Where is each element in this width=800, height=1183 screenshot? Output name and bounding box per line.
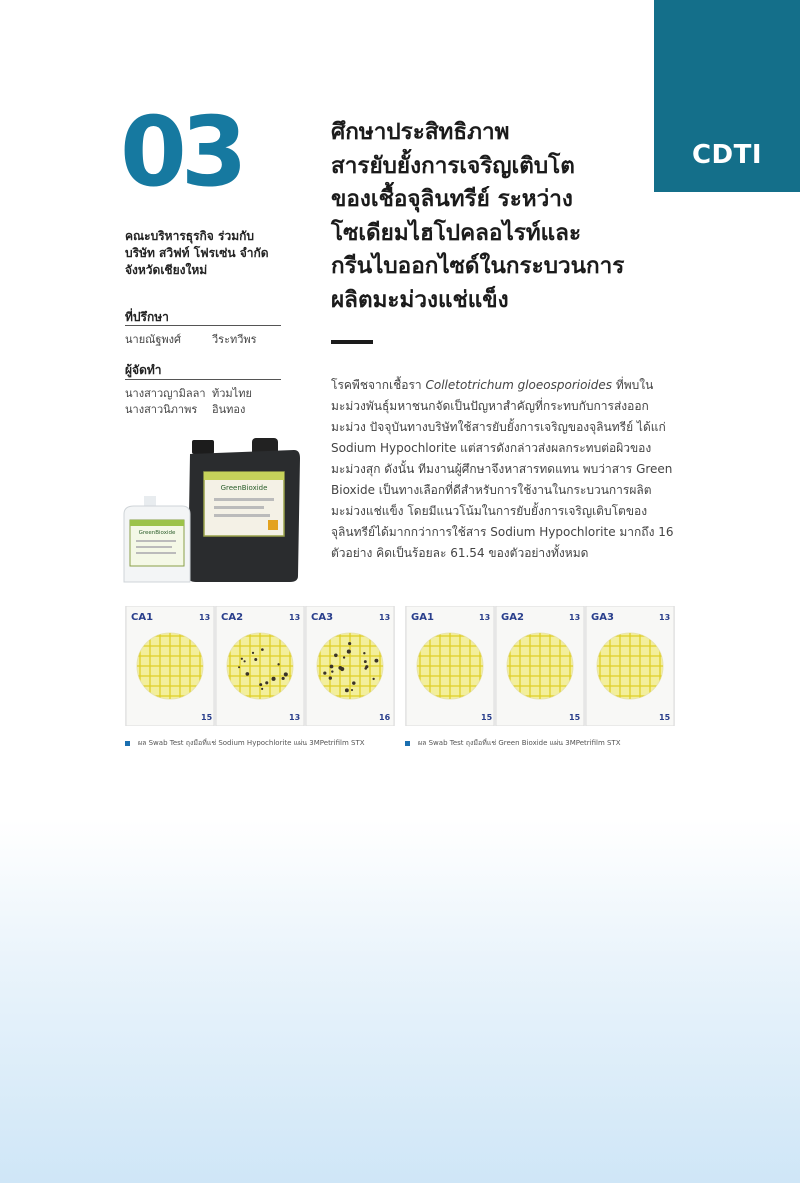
headline-underline bbox=[331, 340, 373, 344]
advisor-title: ที่ปรึกษา bbox=[125, 310, 169, 324]
plate-label: GA3 bbox=[591, 612, 614, 623]
colony-spot bbox=[238, 666, 240, 668]
colony-spot bbox=[330, 665, 334, 669]
body-intro: โรคพืชจากเชื้อรา bbox=[331, 378, 422, 392]
headline-line: ของเชื้อจุลินทรีย์ ระหว่าง bbox=[331, 186, 573, 213]
colony-spot bbox=[374, 659, 378, 663]
big-jerrycan bbox=[188, 438, 300, 582]
body-text: ที่พบในมะม่วงพันธุ์มหาชนกจัดเป็นปัญหาสำคัญที่กระทบกับการส่งออกมะม่วง ปัจจุบันทางบริษัทใช้สารยับยั้งการเจริญของจุลินทรีย์ ได้แก่ Sodium Hypochlorite แต่สารดังกล่าวส่งผลกระทบต่อผิวของมะม่วงสุก ดังนั้น ทีมงานผู้ศึกษาจึงหาสารทดแทน พบว่าสาร Green Bioxide เป็นทางเลือกที่ดีสำหรับการใช้งานในกระบวนการผลิตมะม่วงแช่แข็ง โดยมีแนวโน้มในการยับยั้งการเจริญเติบโตของจุลินทรีย์ได้มากกว่าการใช้สาร Sodium Hypochlorite มากถึง 16 ตัวอย่าง คิดเป็นร้อยละ 61.54 ของตัวอย่างทั้งหมด bbox=[331, 378, 674, 560]
colony-spot bbox=[265, 681, 268, 684]
colony-spot bbox=[345, 688, 349, 692]
colony-spot bbox=[352, 681, 355, 684]
colony-spot bbox=[261, 648, 264, 651]
plate-bottom-number: 15 bbox=[481, 713, 493, 722]
colony-spot bbox=[254, 658, 257, 661]
colony-spot bbox=[331, 670, 333, 672]
article-number: 03 bbox=[120, 96, 242, 208]
product-image bbox=[118, 436, 308, 586]
colony-spot bbox=[261, 688, 263, 690]
caption-text: ผล Swab Test ถุงมือที่แช่ Green Bioxide แผ่น 3MPetrifilm STX bbox=[418, 739, 621, 747]
tab-label: CDTI bbox=[691, 140, 763, 170]
author-last-name: ท้วมไทย bbox=[212, 387, 252, 400]
colony-spot bbox=[348, 642, 351, 645]
big-label-text: GreenBioxide bbox=[220, 484, 268, 492]
headline-line: สารยับยั้งการเจริญเติบโต bbox=[331, 152, 575, 179]
colony-spot bbox=[241, 658, 243, 660]
colony-spot bbox=[334, 653, 338, 657]
plate-bottom-number: 15 bbox=[659, 713, 671, 722]
cdti-tab bbox=[654, 0, 800, 192]
petri-strip-sodium bbox=[125, 606, 395, 726]
author-first-name: นางสาวนิภาพร bbox=[125, 403, 198, 416]
advisor-rule bbox=[125, 325, 281, 326]
organization-line: คณะบริหารธุรกิจ ร่วมกับ bbox=[125, 229, 254, 243]
colony-spot bbox=[271, 677, 275, 681]
colony-spot bbox=[365, 665, 368, 668]
plate-label: GA2 bbox=[501, 612, 524, 623]
petri-plate bbox=[406, 606, 494, 726]
body-species: Colletotrichum gloeosporioides bbox=[425, 378, 613, 392]
petri-plate bbox=[496, 606, 584, 726]
caption-bullet-icon bbox=[405, 741, 410, 746]
colony-spot bbox=[329, 676, 332, 679]
plate-bottom-number: 16 bbox=[379, 713, 391, 722]
petri-plate bbox=[306, 606, 394, 726]
headline-line: กรีนไบออกไซด์ในกระบวนการ bbox=[331, 253, 625, 280]
colony-spot bbox=[363, 652, 365, 654]
colony-spot bbox=[246, 672, 250, 676]
article-headline bbox=[331, 116, 661, 318]
plate-top-number: 13 bbox=[289, 613, 301, 622]
organization-line: จังหวัดเชียงใหม่ bbox=[125, 263, 208, 277]
plate-top-number: 13 bbox=[569, 613, 581, 622]
caption-bullet-icon bbox=[125, 741, 130, 746]
plate-top-number: 13 bbox=[479, 613, 491, 622]
plate-label: CA3 bbox=[311, 612, 334, 623]
colony-spot bbox=[364, 660, 367, 663]
author-first-name: นางสาวญามิลลา bbox=[125, 387, 206, 400]
caption-text: ผล Swab Test ถุงมือที่แช่ Sodium Hypochlorite แผ่น 3MPetrifilm STX bbox=[138, 739, 365, 747]
plate-bottom-number: 15 bbox=[569, 713, 581, 722]
plate-top-number: 13 bbox=[379, 613, 391, 622]
colony-spot bbox=[259, 683, 262, 686]
small-label-text: GreenBioxide bbox=[138, 530, 176, 536]
colony-spot bbox=[338, 666, 342, 670]
colony-spot bbox=[244, 660, 246, 662]
authors-rule bbox=[125, 379, 281, 380]
plate-top-number: 13 bbox=[199, 613, 211, 622]
plate-label: CA1 bbox=[131, 612, 154, 623]
plate-label: GA1 bbox=[411, 612, 434, 623]
colony-spot bbox=[347, 650, 351, 654]
colony-spot bbox=[323, 671, 326, 674]
petri-plate bbox=[586, 606, 674, 726]
colony-spot bbox=[372, 678, 374, 680]
petri-strip-greenbioxide bbox=[405, 606, 675, 726]
organization bbox=[125, 228, 300, 279]
plate-bottom-number: 15 bbox=[201, 713, 213, 722]
colony-spot bbox=[284, 672, 288, 676]
organization-line: บริษัท สวิฟท์ โฟรเซ่น จำกัด bbox=[125, 246, 269, 260]
advisor-first-name: นายณัฐพงศ์ bbox=[125, 333, 182, 346]
petri-plate bbox=[126, 606, 214, 726]
small-bottle bbox=[124, 496, 190, 582]
headline-line: ศึกษาประสิทธิภาพ bbox=[331, 119, 510, 145]
colony-spot bbox=[351, 689, 353, 691]
headline-line: โซเดียมไฮโปคลอไรท์และ bbox=[331, 219, 582, 246]
caption-sodium bbox=[125, 738, 365, 749]
plate-top-number: 13 bbox=[659, 613, 671, 622]
caption-greenbioxide bbox=[405, 738, 621, 749]
petri-plate bbox=[216, 606, 304, 726]
colony-spot bbox=[277, 663, 279, 665]
advisor-last-name: วีระทวีพร bbox=[212, 333, 257, 346]
colony-spot bbox=[343, 656, 345, 658]
authors-title: ผู้จัดทำ bbox=[125, 363, 162, 377]
headline-line: ผลิตมะม่วงแช่แข็ง bbox=[331, 286, 509, 313]
colony-spot bbox=[252, 652, 254, 654]
plate-label: CA2 bbox=[221, 612, 244, 623]
colony-spot bbox=[282, 677, 285, 680]
author-last-name: อินทอง bbox=[212, 403, 246, 416]
plate-bottom-number: 13 bbox=[289, 713, 301, 722]
article-body bbox=[331, 375, 675, 564]
